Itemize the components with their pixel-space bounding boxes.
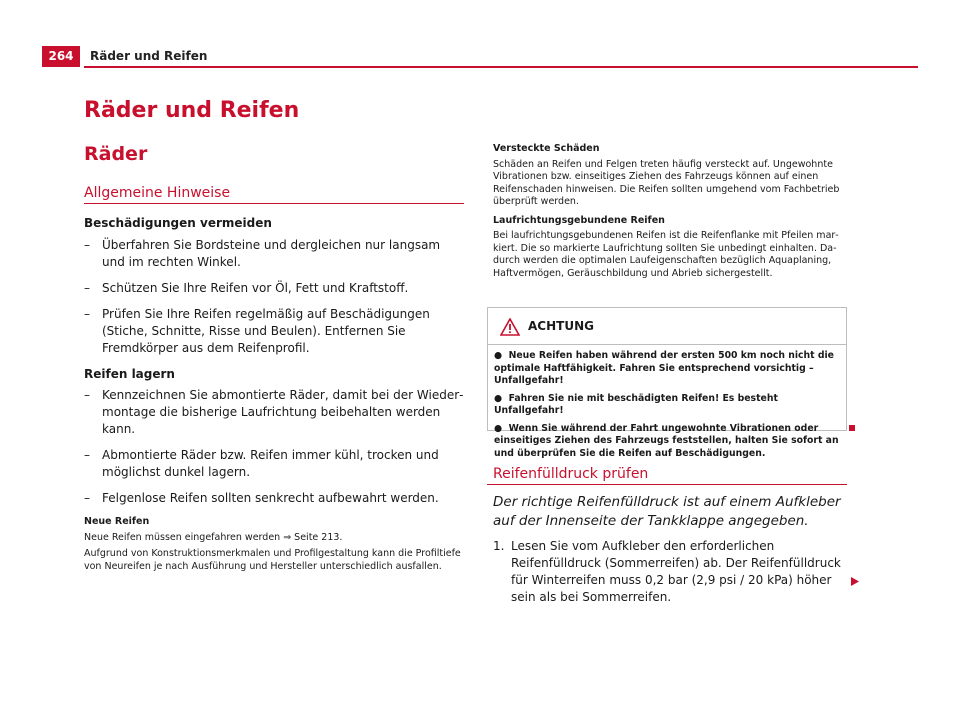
- warning-item: ● Wenn Sie während der Fahrt ungewohnte Vibrationen oder einseitiges Ziehen des Fahrzeugs feststellen, halten Sie sofort an und überprüfen Sie die Reifen auf Beschädigungen.: [494, 422, 839, 459]
- left-column: [84, 215, 466, 573]
- step-item: [493, 538, 843, 606]
- section-end-marker: [849, 425, 855, 431]
- subsection-general-notes: Allgemeine Hinweise: [84, 185, 231, 201]
- step-text: Lesen Sie vom Aufkleber den erforderlichen Reifenfülldruck (Sommerreifen) ab. Der Reifenfülldruck für Winterreifen muss 0,2 bar (2,9 psi / 20 kPa) höher sein als bei Sommerreifen.: [511, 539, 841, 604]
- list-item: – Überfahren Sie Bordsteine und dergleichen nur langsam und im rechten Winkel.: [84, 238, 441, 269]
- page-title: Räder und Reifen: [84, 98, 300, 123]
- continue-arrow-icon: [851, 571, 859, 590]
- direction-text: Bei laufrichtungsgebundenen Reifen ist die Reifenflanke mit Pfeilen markiert. Die so markierte Laufrichtung sollten Sie unbedingt einhalten. Dadurch werden die optimalen Laufeigenschaften bezüglich Aquaplaning, Haftvermögen, Geräuschbildung und Abrieb sichergestellt.: [493, 230, 839, 279]
- warning-triangle-icon: [500, 318, 520, 340]
- subsection-rule: [84, 203, 464, 204]
- new-tyres-text: Neue Reifen müssen eingefahren werden ⇒ Seite 213.: [84, 531, 343, 543]
- storage-heading: Reifen lagern: [84, 367, 175, 381]
- list-item: – Felgenlose Reifen sollten senkrecht aufbewahrt werden.: [84, 491, 439, 505]
- warning-box: [487, 307, 847, 459]
- new-tyres-text2: Aufgrund von Konstruktionsmerkmalen und Profilgestaltung kann die Profiltiefe von Neureifen je nach Ausführung und Hersteller unterschiedlich ausfallen.: [84, 548, 461, 572]
- page-number: 264: [42, 46, 80, 67]
- direction-heading: Laufrichtungsgebundene Reifen: [493, 214, 665, 226]
- warning-item: ● Fahren Sie nie mit beschädigten Reifen! Es besteht Unfallgefahr!: [494, 392, 778, 416]
- pressure-intro: Der richtige Reifenfülldruck ist auf einem Aufkleber auf der Innenseite der Tankklappe angegeben.: [493, 494, 841, 529]
- list-item: – Schützen Sie Ihre Reifen vor Öl, Fett und Kraftstoff.: [84, 281, 409, 295]
- subsection-rule: [487, 484, 847, 485]
- warning-item: ● Neue Reifen haben während der ersten 500 km noch nicht die optimale Haftfähigkeit. Fahren Sie entsprechend vorsichtig – Unfallgefahr!: [494, 350, 834, 386]
- subsection-tyre-pressure: Reifenfülldruck prüfen: [493, 466, 649, 482]
- list-item: – Kennzeichnen Sie abmontierte Räder, damit bei der Wiedermontage die bisherige Laufrichtung beibehalten werden kann.: [84, 388, 464, 436]
- running-header: Räder und Reifen: [90, 49, 208, 63]
- section-title: Räder: [84, 143, 148, 165]
- list-item: – Abmontierte Räder bzw. Reifen immer kühl, trocken und möglichst dunkel lagern.: [84, 448, 439, 479]
- new-tyres-heading: Neue Reifen: [84, 516, 150, 527]
- hidden-damage-text: Schäden an Reifen und Felgen treten häufig versteckt auf. Ungewohnte Vibrationen bzw. einseitiges Ziehen des Fahrzeugs können auf einen Reifenschaden hinweisen. Die Reifen sollten umgehend vom Fachbetrieb überprüft werden.: [493, 158, 840, 207]
- hidden-damage-heading: Versteckte Schäden: [493, 143, 600, 154]
- right-column: [493, 143, 845, 280]
- step-number: 1.: [493, 539, 505, 553]
- warning-header: [488, 308, 846, 345]
- damage-heading: Beschädigungen vermeiden: [84, 216, 272, 230]
- header-rule: [84, 66, 918, 68]
- list-item: – Prüfen Sie Ihre Reifen regelmäßig auf Beschädigungen (Stiche, Schnitte, Risse und Beulen). Entfernen Sie Fremdkörper aus dem Reifenprofil.: [84, 307, 430, 355]
- warning-title: ACHTUNG: [528, 319, 594, 333]
